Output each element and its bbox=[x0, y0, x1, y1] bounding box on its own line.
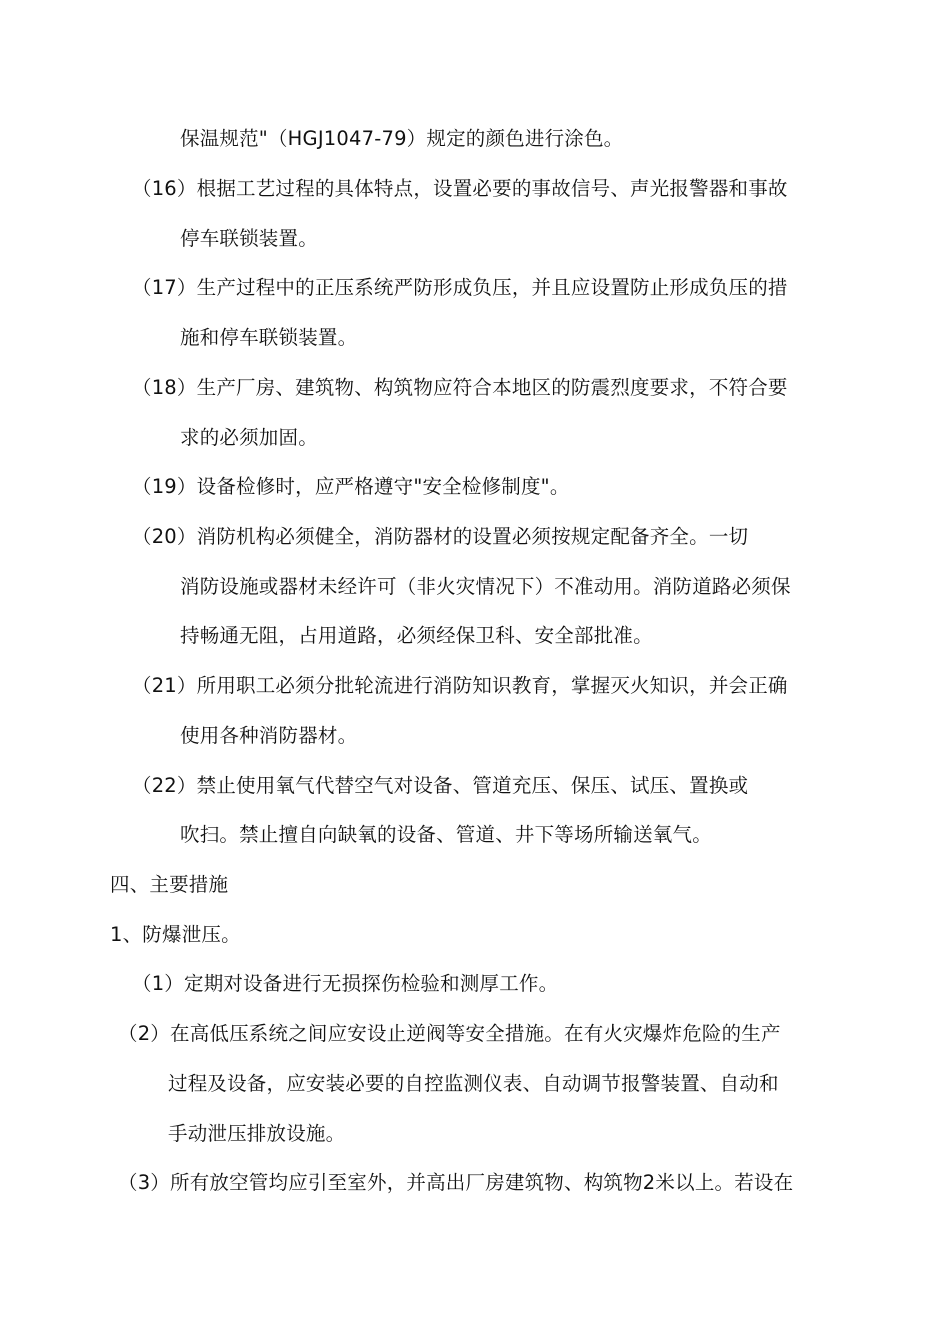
item-22-line: （22）禁止使用氧气代替空气对设备、管道充压、保压、试压、置换或 bbox=[132, 774, 749, 797]
section-heading: 四、主要措施 bbox=[110, 873, 229, 896]
paragraph-line: 过程及设备，应安装必要的自控监测仪表、自动调节报警装置、自动和 bbox=[168, 1072, 779, 1095]
item-18-line: （18）生产厂房、建筑物、构筑物应符合本地区的防震烈度要求，不符合要 bbox=[132, 376, 788, 399]
paragraph-line: 施和停车联锁装置。 bbox=[180, 326, 358, 349]
paragraph-line: 消防设施或器材未经许可（非火灾情况下）不准动用。消防道路必须保 bbox=[180, 575, 791, 598]
paragraph-line: 使用各种消防器材。 bbox=[180, 724, 358, 747]
measure-3-line: （3）所有放空管均应引至室外，并高出厂房建筑物、构筑物2米以上。若设在 bbox=[118, 1171, 794, 1194]
paragraph-line: 持畅通无阻，占用道路，必须经保卫科、安全部批准。 bbox=[180, 624, 653, 647]
item-16-line: （16）根据工艺过程的具体特点，设置必要的事故信号、声光报警器和事故 bbox=[132, 177, 788, 200]
item-19-line: （19）设备检修时，应严格遵守"安全检修制度"。 bbox=[132, 475, 570, 498]
paragraph-line: 求的必须加固。 bbox=[180, 426, 318, 449]
measure-2-line: （2）在高低压系统之间应安设止逆阀等安全措施。在有火灾爆炸危险的生产 bbox=[118, 1022, 781, 1045]
paragraph-line: 吹扫。禁止擅自向缺氧的设备、管道、井下等场所输送氧气。 bbox=[180, 823, 712, 846]
measure-1-line: （1）定期对设备进行无损探伤检验和测厚工作。 bbox=[132, 972, 559, 995]
item-21-line: （21）所用职工必须分批轮流进行消防知识教育，掌握灭火知识，并会正确 bbox=[132, 674, 788, 697]
paragraph-line: 保温规范"（HGJ1047-79）规定的颜色进行涂色。 bbox=[180, 127, 624, 150]
paragraph-line: 停车联锁装置。 bbox=[180, 227, 318, 250]
item-17-line: （17）生产过程中的正压系统严防形成负压，并且应设置防止形成负压的措 bbox=[132, 276, 788, 299]
item-20-line: （20）消防机构必须健全，消防器材的设置必须按规定配备齐全。一切 bbox=[132, 525, 749, 548]
subsection-heading: 1、防爆泄压。 bbox=[110, 923, 241, 946]
paragraph-line: 手动泄压排放设施。 bbox=[168, 1122, 346, 1145]
